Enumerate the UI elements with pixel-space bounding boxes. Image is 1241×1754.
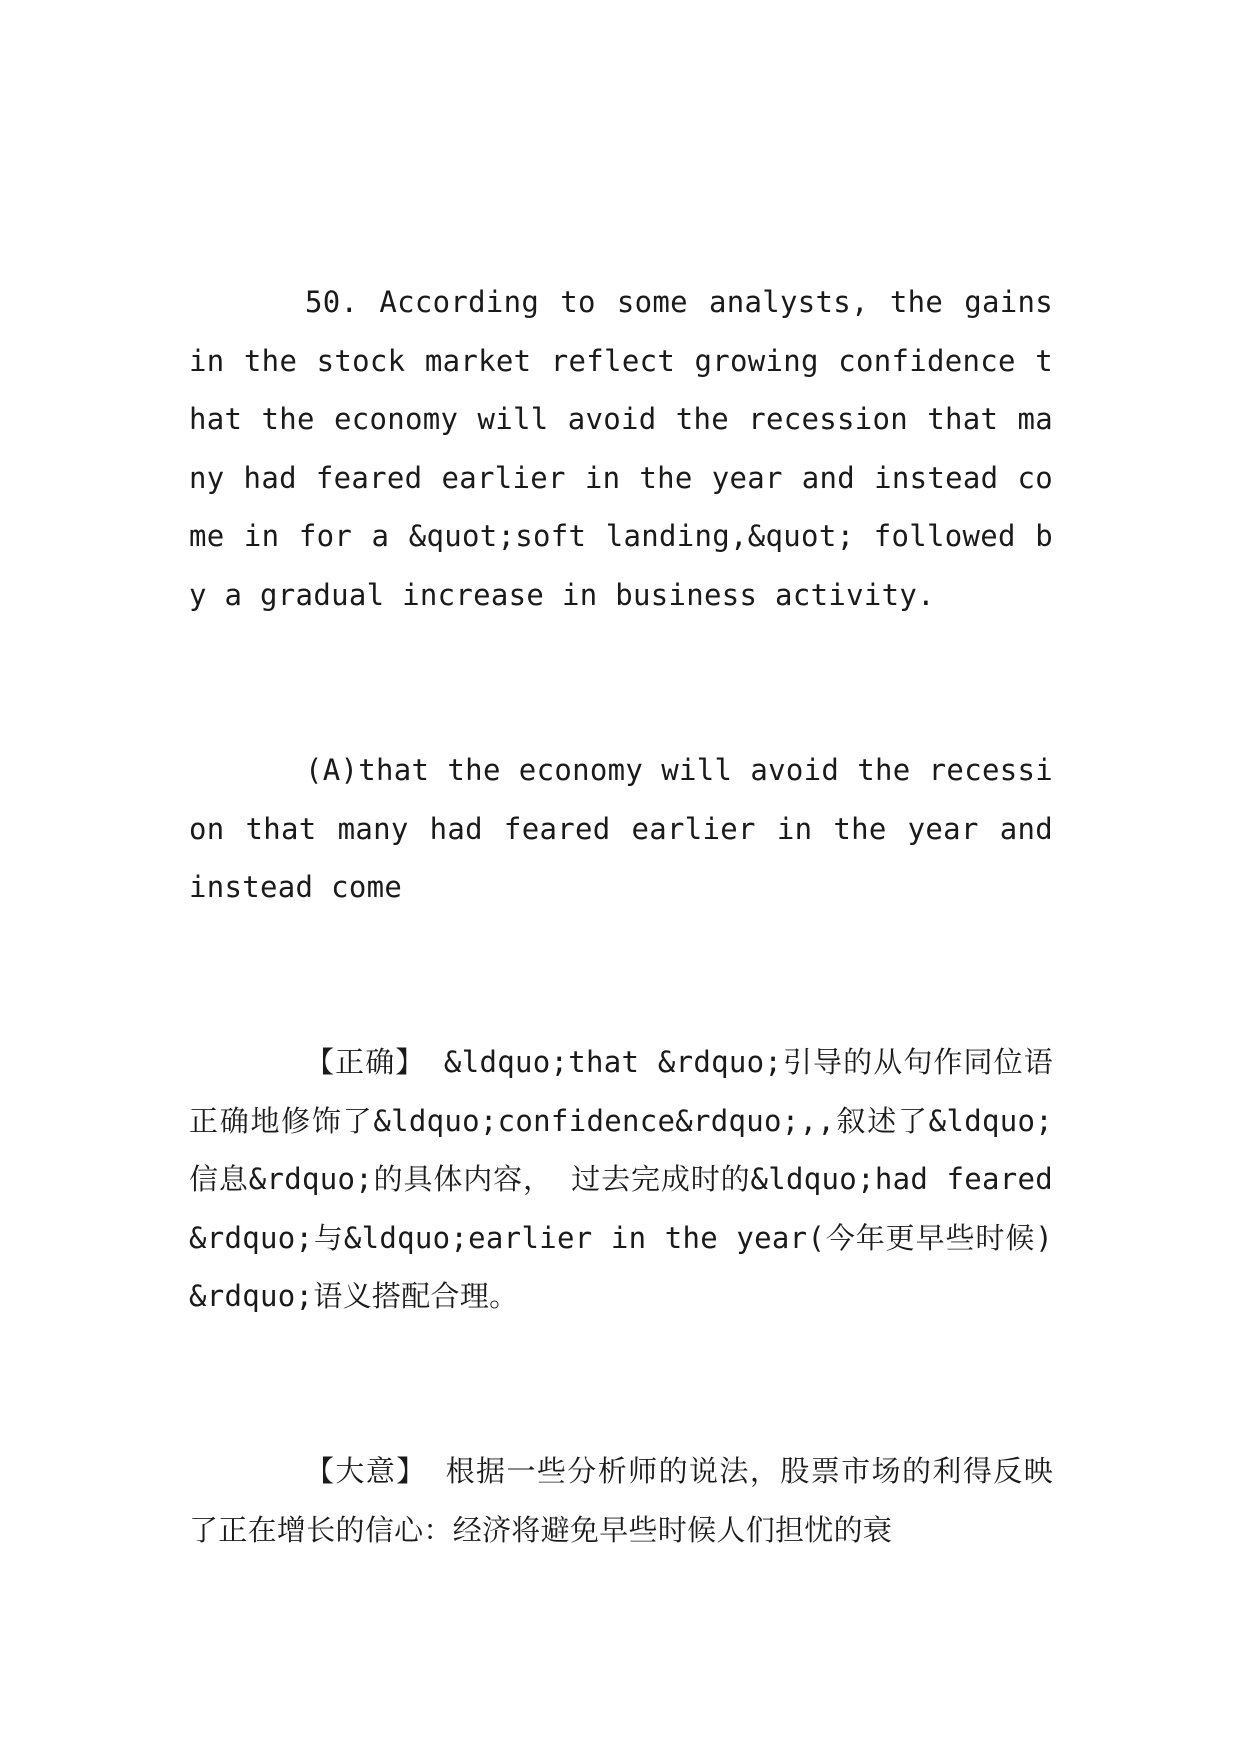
option-a-paragraph: (A)that the economy will avoid the recession that many had feared earlier in the year and instead come — [189, 753, 1053, 904]
summary-paragraph: 【大意】 根据一些分析师的说法，股票市场的利得反映了正在增长的信心：经济将避免早些时候人们担忧的衰 — [189, 1454, 1053, 1547]
question-paragraph: 50. According to some analysts, the gains in the stock market reflect growing confidence that the economy will avoid the recession that many had feared earlier in the year and instead come in for a &quot;soft landing,&quot; followed by a gradual increase in business activity. — [189, 285, 1053, 612]
correct-explanation-paragraph: 【正确】 &ldquo;that &rdquo;引导的从句作同位语正确地修饰了&ldquo;confidence&rdquo;,,叙述了&ldquo;信息&rdquo;的具体内容， 过去完成时的&ldquo;had feared&rdquo;与&ldquo;earlier in the year(今年更早些时候)&rdquo;语义搭配合理。 — [189, 1045, 1053, 1313]
